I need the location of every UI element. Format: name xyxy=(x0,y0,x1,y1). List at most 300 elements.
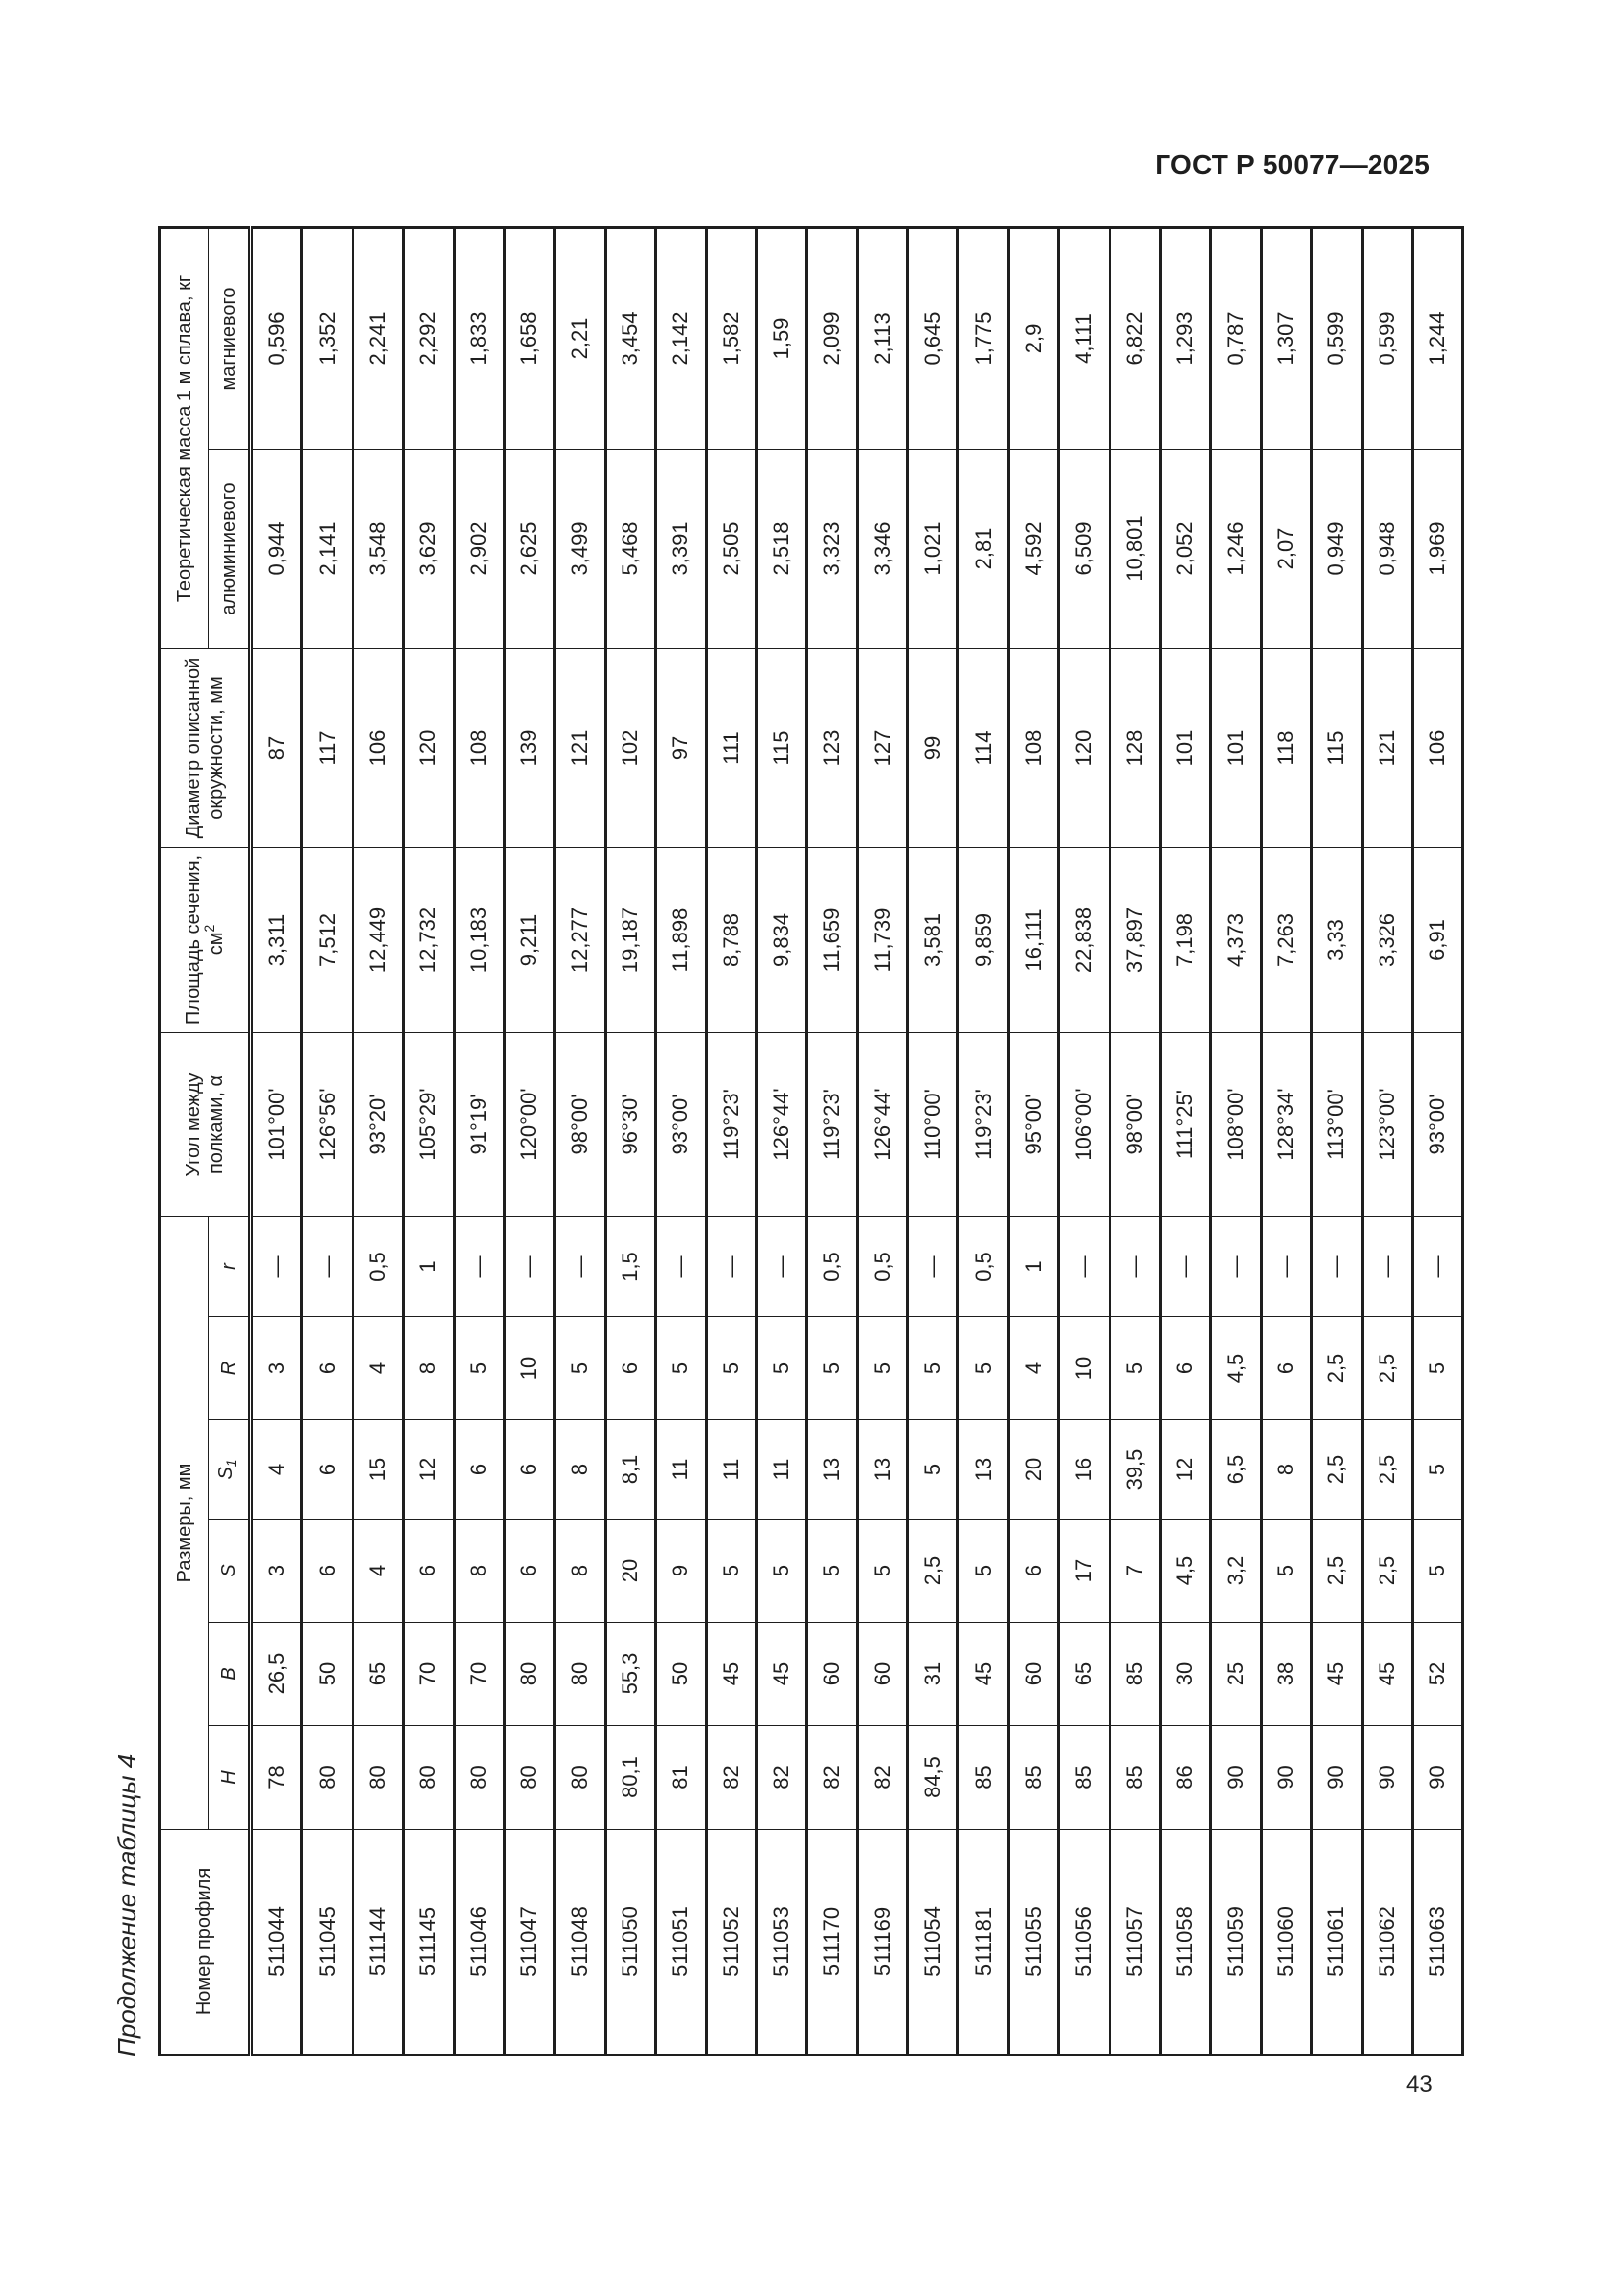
cell-profile: 511059 xyxy=(1211,1830,1261,2056)
cell-b: 38 xyxy=(1261,1623,1311,1726)
table-caption: Продолжение таблицы 4 xyxy=(112,1753,141,2056)
cell-s1: 13 xyxy=(807,1420,857,1520)
cell-s: 5 xyxy=(756,1520,806,1623)
cell-area: 3,311 xyxy=(251,847,302,1032)
cell-diameter: 97 xyxy=(656,648,706,847)
cell-magnesium: 1,775 xyxy=(958,227,1008,449)
cell-r: 2,5 xyxy=(1312,1317,1362,1420)
cell-aluminum: 6,509 xyxy=(1059,449,1110,648)
cell-s: 6 xyxy=(404,1520,454,1623)
cell-aluminum: 3,499 xyxy=(555,449,605,648)
cell-b: 80 xyxy=(504,1623,554,1726)
cell-area: 7,263 xyxy=(1261,847,1311,1032)
header-S1-subscript: 1 xyxy=(223,1459,239,1468)
cell-r: 1,5 xyxy=(605,1216,655,1316)
cell-diameter: 127 xyxy=(857,648,907,847)
cell-diameter: 120 xyxy=(1059,648,1110,847)
header-profile-number: Номер профиля xyxy=(160,1830,251,2056)
cell-aluminum: 4,592 xyxy=(1008,449,1058,648)
cell-profile: 511057 xyxy=(1110,1830,1160,2056)
table-row xyxy=(1261,227,1311,2055)
cell-angle: 119°23' xyxy=(958,1032,1008,1216)
table-row xyxy=(1211,227,1261,2055)
cell-profile: 511144 xyxy=(352,1830,403,2056)
cell-h: 90 xyxy=(1312,1726,1362,1830)
cell-angle: 119°23' xyxy=(807,1032,857,1216)
cell-angle: 120°00' xyxy=(504,1032,554,1216)
cell-h: 78 xyxy=(251,1726,302,1830)
cell-s1: 5 xyxy=(908,1420,958,1520)
cell-r: 4 xyxy=(1008,1317,1058,1420)
cell-r: 5 xyxy=(908,1317,958,1420)
cell-r: 6 xyxy=(605,1317,655,1420)
cell-r: 1 xyxy=(404,1216,454,1316)
cell-profile: 511058 xyxy=(1161,1830,1211,2056)
cell-r: — xyxy=(1211,1216,1261,1316)
cell-magnesium: 0,645 xyxy=(908,227,958,449)
cell-b: 30 xyxy=(1161,1623,1211,1726)
cell-angle: 98°00' xyxy=(555,1032,605,1216)
cell-r: 5 xyxy=(958,1317,1008,1420)
cell-r: 0,5 xyxy=(958,1216,1008,1316)
header-R: R xyxy=(209,1317,251,1420)
cell-r: — xyxy=(1261,1216,1311,1316)
cell-diameter: 120 xyxy=(404,648,454,847)
cell-profile: 511047 xyxy=(504,1830,554,2056)
cell-area: 3,33 xyxy=(1312,847,1362,1032)
cell-profile: 511055 xyxy=(1008,1830,1058,2056)
cell-r: 5 xyxy=(756,1317,806,1420)
cell-aluminum: 1,969 xyxy=(1412,449,1462,648)
cell-s1: 4 xyxy=(251,1420,302,1520)
cell-r: 10 xyxy=(1059,1317,1110,1420)
cell-aluminum: 1,021 xyxy=(908,449,958,648)
cell-angle: 101°00' xyxy=(251,1032,302,1216)
header-r: r xyxy=(209,1216,251,1316)
cell-s: 7 xyxy=(1110,1520,1160,1623)
table-row xyxy=(454,227,504,2055)
cell-s1: 12 xyxy=(1161,1420,1211,1520)
cell-angle: 98°00' xyxy=(1110,1032,1160,1216)
cell-s: 5 xyxy=(706,1520,756,1623)
cell-r: — xyxy=(1161,1216,1211,1316)
cell-s: 5 xyxy=(1261,1520,1311,1623)
table-row xyxy=(908,227,958,2055)
page-number: 43 xyxy=(1406,2071,1433,2098)
cell-s1: 8,1 xyxy=(605,1420,655,1520)
cell-area: 12,732 xyxy=(404,847,454,1032)
cell-aluminum: 3,548 xyxy=(352,449,403,648)
cell-angle: 110°00' xyxy=(908,1032,958,1216)
cell-r: — xyxy=(908,1216,958,1316)
cell-aluminum: 0,949 xyxy=(1312,449,1362,648)
cell-diameter: 108 xyxy=(454,648,504,847)
header-S1-base: S xyxy=(215,1467,237,1480)
header-aluminum: алюминиевого xyxy=(209,449,251,648)
cell-aluminum: 2,505 xyxy=(706,449,756,648)
cell-area: 37,897 xyxy=(1110,847,1160,1032)
header-mass-group: Теоретическая масса 1 м сплава, кг xyxy=(160,227,209,648)
cell-b: 85 xyxy=(1110,1623,1160,1726)
cell-r: — xyxy=(706,1216,756,1316)
cell-profile: 511170 xyxy=(807,1830,857,2056)
cell-aluminum: 2,07 xyxy=(1261,449,1311,648)
cell-angle: 126°44' xyxy=(857,1032,907,1216)
cell-diameter: 106 xyxy=(352,648,403,847)
cell-aluminum: 2,81 xyxy=(958,449,1008,648)
cell-h: 85 xyxy=(958,1726,1008,1830)
cell-diameter: 121 xyxy=(1362,648,1412,847)
cell-s: 4,5 xyxy=(1161,1520,1211,1623)
cell-r: — xyxy=(454,1216,504,1316)
cell-s: 8 xyxy=(555,1520,605,1623)
cell-s1: 6 xyxy=(504,1420,554,1520)
cell-diameter: 99 xyxy=(908,648,958,847)
cell-b: 55,3 xyxy=(605,1623,655,1726)
cell-h: 82 xyxy=(706,1726,756,1830)
cell-area: 8,788 xyxy=(706,847,756,1032)
cell-h: 80,1 xyxy=(605,1726,655,1830)
cell-h: 80 xyxy=(504,1726,554,1830)
cell-r: 5 xyxy=(807,1317,857,1420)
cell-r: — xyxy=(1412,1216,1462,1316)
cell-profile: 511145 xyxy=(404,1830,454,2056)
cell-s: 5 xyxy=(958,1520,1008,1623)
cell-r: — xyxy=(302,1216,352,1316)
cell-r: 8 xyxy=(404,1317,454,1420)
cell-angle: 126°44' xyxy=(756,1032,806,1216)
table-row xyxy=(958,227,1008,2055)
cell-area: 12,277 xyxy=(555,847,605,1032)
cell-area: 9,211 xyxy=(504,847,554,1032)
profile-table-container xyxy=(158,229,1450,2056)
header-B: B xyxy=(209,1623,251,1726)
cell-diameter: 108 xyxy=(1008,648,1058,847)
cell-diameter: 115 xyxy=(1312,648,1362,847)
cell-magnesium: 1,244 xyxy=(1412,227,1462,449)
cell-b: 80 xyxy=(555,1623,605,1726)
cell-area: 3,326 xyxy=(1362,847,1412,1032)
cell-angle: 96°30' xyxy=(605,1032,655,1216)
cell-magnesium: 2,099 xyxy=(807,227,857,449)
cell-h: 82 xyxy=(756,1726,806,1830)
cell-r: 0,5 xyxy=(857,1216,907,1316)
cell-s1: 13 xyxy=(958,1420,1008,1520)
cell-profile: 511050 xyxy=(605,1830,655,2056)
cell-aluminum: 2,052 xyxy=(1161,449,1211,648)
cell-area: 11,739 xyxy=(857,847,907,1032)
cell-magnesium: 1,582 xyxy=(706,227,756,449)
cell-diameter: 102 xyxy=(605,648,655,847)
cell-diameter: 111 xyxy=(706,648,756,847)
table-row xyxy=(1110,227,1160,2055)
cell-magnesium: 0,599 xyxy=(1362,227,1412,449)
cell-s1: 5 xyxy=(1412,1420,1462,1520)
cell-angle: 128°34' xyxy=(1261,1032,1311,1216)
cell-magnesium: 2,9 xyxy=(1008,227,1058,449)
cell-aluminum: 3,629 xyxy=(404,449,454,648)
cell-s: 5 xyxy=(857,1520,907,1623)
cell-s1: 2,5 xyxy=(1312,1420,1362,1520)
cell-b: 70 xyxy=(404,1623,454,1726)
cell-r: 4,5 xyxy=(1211,1317,1261,1420)
cell-h: 86 xyxy=(1161,1726,1211,1830)
table-row xyxy=(605,227,655,2055)
cell-angle: 106°00' xyxy=(1059,1032,1110,1216)
cell-angle: 91°19' xyxy=(454,1032,504,1216)
cell-s: 8 xyxy=(454,1520,504,1623)
cell-s: 6 xyxy=(504,1520,554,1623)
cell-area: 19,187 xyxy=(605,847,655,1032)
header-S1 xyxy=(209,1420,251,1520)
cell-b: 52 xyxy=(1412,1623,1462,1726)
cell-angle: 95°00' xyxy=(1008,1032,1058,1216)
cell-profile: 511046 xyxy=(454,1830,504,2056)
cell-diameter: 123 xyxy=(807,648,857,847)
cell-aluminum: 2,518 xyxy=(756,449,806,648)
cell-diameter: 118 xyxy=(1261,648,1311,847)
cell-r: — xyxy=(555,1216,605,1316)
cell-r: 5 xyxy=(1412,1317,1462,1420)
cell-r: 5 xyxy=(706,1317,756,1420)
cell-angle: 123°00' xyxy=(1362,1032,1412,1216)
table-row xyxy=(1362,227,1412,2055)
cell-diameter: 101 xyxy=(1161,648,1211,847)
cell-b: 60 xyxy=(857,1623,907,1726)
cell-diameter: 139 xyxy=(504,648,554,847)
table-row xyxy=(756,227,806,2055)
cell-aluminum: 2,625 xyxy=(504,449,554,648)
cell-s: 3 xyxy=(251,1520,302,1623)
header-magnesium: магниевого xyxy=(209,227,251,449)
cell-r: 5 xyxy=(1110,1317,1160,1420)
cell-aluminum: 3,323 xyxy=(807,449,857,648)
cell-b: 65 xyxy=(352,1623,403,1726)
cell-b: 45 xyxy=(958,1623,1008,1726)
cell-r: — xyxy=(1312,1216,1362,1316)
cell-aluminum: 1,246 xyxy=(1211,449,1261,648)
cell-s1: 11 xyxy=(656,1420,706,1520)
cell-h: 82 xyxy=(807,1726,857,1830)
cell-aluminum: 3,391 xyxy=(656,449,706,648)
cell-area: 9,834 xyxy=(756,847,806,1032)
cell-profile: 511048 xyxy=(555,1830,605,2056)
cell-s1: 8 xyxy=(1261,1420,1311,1520)
header-area xyxy=(160,847,251,1032)
cell-s: 6 xyxy=(1008,1520,1058,1623)
cell-profile: 511061 xyxy=(1312,1830,1362,2056)
cell-magnesium: 2,113 xyxy=(857,227,907,449)
cell-r: 10 xyxy=(504,1317,554,1420)
cell-area: 12,449 xyxy=(352,847,403,1032)
cell-b: 60 xyxy=(1008,1623,1058,1726)
cell-aluminum: 0,944 xyxy=(251,449,302,648)
table-row xyxy=(1312,227,1362,2055)
cell-magnesium: 2,241 xyxy=(352,227,403,449)
header-H: H xyxy=(209,1726,251,1830)
cell-r: — xyxy=(1059,1216,1110,1316)
cell-magnesium: 2,292 xyxy=(404,227,454,449)
cell-s: 5 xyxy=(807,1520,857,1623)
cell-h: 80 xyxy=(555,1726,605,1830)
table-row xyxy=(1059,227,1110,2055)
cell-r: 6 xyxy=(302,1317,352,1420)
cell-profile: 511051 xyxy=(656,1830,706,2056)
table-row xyxy=(1412,227,1462,2055)
cell-angle: 105°29' xyxy=(404,1032,454,1216)
cell-h: 90 xyxy=(1261,1726,1311,1830)
cell-s1: 20 xyxy=(1008,1420,1058,1520)
cell-s1: 15 xyxy=(352,1420,403,1520)
header-S: S xyxy=(209,1520,251,1623)
cell-s1: 12 xyxy=(404,1420,454,1520)
cell-s1: 13 xyxy=(857,1420,907,1520)
cell-magnesium: 0,787 xyxy=(1211,227,1261,449)
cell-r: 1 xyxy=(1008,1216,1058,1316)
cell-s: 9 xyxy=(656,1520,706,1623)
cell-profile: 511063 xyxy=(1412,1830,1462,2056)
cell-magnesium: 1,59 xyxy=(756,227,806,449)
cell-h: 90 xyxy=(1211,1726,1261,1830)
cell-s1: 11 xyxy=(756,1420,806,1520)
cell-r: — xyxy=(1110,1216,1160,1316)
cell-profile: 511060 xyxy=(1261,1830,1311,2056)
cell-h: 85 xyxy=(1008,1726,1058,1830)
cell-s: 2,5 xyxy=(1362,1520,1412,1623)
cell-h: 85 xyxy=(1110,1726,1160,1830)
cell-r: 5 xyxy=(454,1317,504,1420)
header-area-superscript: 2 xyxy=(200,924,217,933)
cell-r: — xyxy=(656,1216,706,1316)
table-row xyxy=(1008,227,1058,2055)
cell-r: 0,5 xyxy=(352,1216,403,1316)
cell-area: 10,183 xyxy=(454,847,504,1032)
cell-angle: 108°00' xyxy=(1211,1032,1261,1216)
cell-diameter: 128 xyxy=(1110,648,1160,847)
table-row xyxy=(352,227,403,2055)
header-angle xyxy=(160,1032,251,1216)
cell-magnesium: 4,111 xyxy=(1059,227,1110,449)
cell-diameter: 106 xyxy=(1412,648,1462,847)
table-row xyxy=(302,227,352,2055)
cell-magnesium: 0,599 xyxy=(1312,227,1362,449)
cell-profile: 511054 xyxy=(908,1830,958,2056)
cell-magnesium: 2,21 xyxy=(555,227,605,449)
cell-s: 20 xyxy=(605,1520,655,1623)
header-angle-label: Угол между полками, α xyxy=(182,1072,227,1177)
cell-aluminum: 0,948 xyxy=(1362,449,1412,648)
cell-profile: 511181 xyxy=(958,1830,1008,2056)
cell-s1: 6 xyxy=(454,1420,504,1520)
cell-angle: 111°25' xyxy=(1161,1032,1211,1216)
cell-magnesium: 1,352 xyxy=(302,227,352,449)
cell-area: 7,198 xyxy=(1161,847,1211,1032)
cell-h: 90 xyxy=(1412,1726,1462,1830)
header-area-label: Площадь сечения, см xyxy=(182,854,227,1026)
table-row xyxy=(706,227,756,2055)
cell-magnesium: 1,293 xyxy=(1161,227,1211,449)
cell-magnesium: 3,454 xyxy=(605,227,655,449)
table-row xyxy=(404,227,454,2055)
cell-s: 4 xyxy=(352,1520,403,1623)
cell-h: 85 xyxy=(1059,1726,1110,1830)
cell-profile: 511044 xyxy=(251,1830,302,2056)
cell-b: 45 xyxy=(1362,1623,1412,1726)
cell-s1: 6,5 xyxy=(1211,1420,1261,1520)
cell-area: 16,111 xyxy=(1008,847,1058,1032)
cell-r: 6 xyxy=(1261,1317,1311,1420)
cell-s: 6 xyxy=(302,1520,352,1623)
cell-profile: 511053 xyxy=(756,1830,806,2056)
header-dimensions-group: Размеры, мм xyxy=(160,1216,209,1829)
cell-h: 90 xyxy=(1362,1726,1412,1830)
cell-area: 3,581 xyxy=(908,847,958,1032)
cell-r: 4 xyxy=(352,1317,403,1420)
cell-s: 2,5 xyxy=(1312,1520,1362,1623)
cell-magnesium: 2,142 xyxy=(656,227,706,449)
cell-profile: 511045 xyxy=(302,1830,352,2056)
cell-b: 31 xyxy=(908,1623,958,1726)
cell-diameter: 117 xyxy=(302,648,352,847)
cell-r: 5 xyxy=(656,1317,706,1420)
table-row xyxy=(555,227,605,2055)
table-body xyxy=(251,227,1463,2055)
cell-area: 9,859 xyxy=(958,847,1008,1032)
header-diameter: Диаметр описанной окружности, мм xyxy=(160,648,251,847)
cell-b: 50 xyxy=(656,1623,706,1726)
cell-angle: 93°00' xyxy=(656,1032,706,1216)
cell-diameter: 87 xyxy=(251,648,302,847)
cell-area: 6,91 xyxy=(1412,847,1462,1032)
cell-s1: 8 xyxy=(555,1420,605,1520)
cell-s1: 6 xyxy=(302,1420,352,1520)
cell-magnesium: 0,596 xyxy=(251,227,302,449)
cell-h: 80 xyxy=(352,1726,403,1830)
cell-magnesium: 1,833 xyxy=(454,227,504,449)
cell-angle: 93°00' xyxy=(1412,1032,1462,1216)
table-row xyxy=(857,227,907,2055)
cell-s: 17 xyxy=(1059,1520,1110,1623)
cell-profile: 511052 xyxy=(706,1830,756,2056)
cell-b: 45 xyxy=(756,1623,806,1726)
cell-b: 45 xyxy=(1312,1623,1362,1726)
cell-s1: 2,5 xyxy=(1362,1420,1412,1520)
cell-r: 0,5 xyxy=(807,1216,857,1316)
cell-h: 84,5 xyxy=(908,1726,958,1830)
cell-aluminum: 5,468 xyxy=(605,449,655,648)
cell-aluminum: 3,346 xyxy=(857,449,907,648)
document-title: ГОСТ Р 50077—2025 xyxy=(1155,149,1430,180)
cell-b: 26,5 xyxy=(251,1623,302,1726)
cell-angle: 119°23' xyxy=(706,1032,756,1216)
cell-r: 6 xyxy=(1161,1317,1211,1420)
cell-s1: 39,5 xyxy=(1110,1420,1160,1520)
cell-area: 11,659 xyxy=(807,847,857,1032)
cell-area: 4,373 xyxy=(1211,847,1261,1032)
cell-s: 5 xyxy=(1412,1520,1462,1623)
cell-s1: 11 xyxy=(706,1420,756,1520)
cell-diameter: 115 xyxy=(756,648,806,847)
cell-angle: 113°00' xyxy=(1312,1032,1362,1216)
cell-aluminum: 2,141 xyxy=(302,449,352,648)
cell-diameter: 101 xyxy=(1211,648,1261,847)
cell-area: 22,838 xyxy=(1059,847,1110,1032)
cell-magnesium: 1,658 xyxy=(504,227,554,449)
cell-angle: 126°56' xyxy=(302,1032,352,1216)
cell-profile: 511062 xyxy=(1362,1830,1412,2056)
cell-s: 3,2 xyxy=(1211,1520,1261,1623)
cell-profile: 511169 xyxy=(857,1830,907,2056)
